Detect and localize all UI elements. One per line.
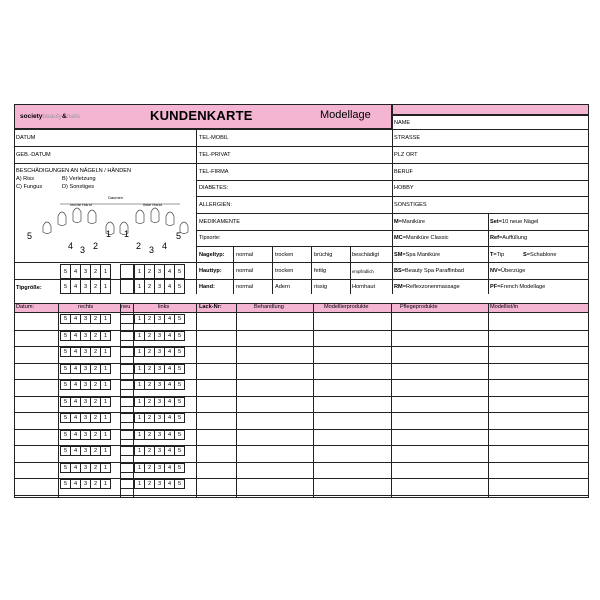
log-row-3-left-3[interactable]: 3 — [154, 347, 165, 357]
log-row-1-right-3[interactable]: 3 — [80, 314, 91, 324]
allergies-label: ALLERGIEN: — [199, 202, 232, 208]
log-row-10-left-4[interactable]: 4 — [164, 463, 175, 473]
tip-scale-b-left-5[interactable]: 5 — [174, 279, 185, 294]
log-polish-header: Lack-Nr: — [199, 304, 222, 310]
tel-company-label: TEL-FIRMA — [199, 169, 229, 175]
damage-d: D) Sonstiges — [62, 184, 95, 190]
log-row-8-right-3[interactable]: 3 — [80, 430, 91, 440]
log-row-1-right-1[interactable]: 1 — [100, 314, 111, 324]
log-new-header: neu — [121, 304, 131, 310]
tip-scale-b-left-3[interactable]: 3 — [154, 279, 165, 294]
log-row-5-new[interactable] — [120, 380, 134, 390]
log-row-5-left-2[interactable]: 2 — [144, 380, 155, 390]
log-treatment-header: Behandlung — [254, 304, 284, 310]
log-row-10-right-5[interactable]: 5 — [60, 463, 71, 473]
log-row-10-right-4[interactable]: 4 — [70, 463, 81, 473]
log-row-2-right-2[interactable]: 2 — [90, 331, 101, 341]
log-row-7-left-3[interactable]: 3 — [154, 413, 165, 423]
tip-size-label: Tipgröße: — [16, 285, 42, 291]
log-row-2-right-5[interactable]: 5 — [60, 331, 71, 341]
log-row-11-left-1[interactable]: 1 — [134, 479, 145, 489]
hand-number-r4: 4 — [68, 241, 74, 251]
log-row-4-right-1[interactable]: 1 — [100, 364, 111, 374]
tip-scale-b-right-2[interactable]: 2 — [90, 279, 101, 294]
log-row-11-right-1[interactable]: 1 — [100, 479, 111, 489]
log-row-6-left-2[interactable]: 2 — [144, 397, 155, 407]
log-row-1-new[interactable] — [120, 314, 134, 324]
tip-scale-b-new[interactable] — [120, 279, 134, 294]
log-row-11-new[interactable] — [120, 479, 134, 489]
log-row-5-right-2[interactable]: 2 — [90, 380, 101, 390]
log-row-6-left-4[interactable]: 4 — [164, 397, 175, 407]
log-row-1-left-3[interactable]: 3 — [154, 314, 165, 324]
hand-number-r2: 2 — [93, 241, 99, 251]
legend-pf: PF=French Modellage — [490, 284, 546, 290]
finger-l4 — [166, 212, 174, 226]
finger-r2 — [88, 210, 96, 224]
log-row-1-left-2[interactable]: 2 — [144, 314, 155, 324]
tip-scale-b-left-2[interactable]: 2 — [144, 279, 155, 294]
log-row-8-right-5[interactable]: 5 — [60, 430, 71, 440]
log-row-3-right-3[interactable]: 3 — [80, 347, 91, 357]
finger-l5 — [180, 222, 188, 234]
log-row-9-right-5[interactable]: 5 — [60, 446, 71, 456]
log-row-6-right-2[interactable]: 2 — [90, 397, 101, 407]
damage-c: C) Fungus — [16, 184, 43, 190]
log-row-8-left-5[interactable]: 5 — [174, 430, 185, 440]
tip-scale-a-left-5[interactable]: 5 — [174, 264, 185, 279]
legend-mc: MC=Maniküre Classic — [394, 235, 449, 241]
log-row-9-left-2[interactable]: 2 — [144, 446, 155, 456]
log-row-10-right-1[interactable]: 1 — [100, 463, 111, 473]
log-row-7-left-5[interactable]: 5 — [174, 413, 185, 423]
hand-number-r3: 3 — [80, 245, 86, 255]
log-row-3-left-5[interactable]: 5 — [174, 347, 185, 357]
nail-type-label: Nageltyp: — [199, 252, 225, 258]
log-row-3-left-2[interactable]: 2 — [144, 347, 155, 357]
legend-s: S=Schablone — [523, 252, 557, 258]
log-row-7-left-2[interactable]: 2 — [144, 413, 155, 423]
hand-number-r5: 5 — [27, 231, 33, 241]
log-row-3-left-4[interactable]: 4 — [164, 347, 175, 357]
log-row-1-right-5[interactable]: 5 — [60, 314, 71, 324]
log-row-8-right-1[interactable]: 1 — [100, 430, 111, 440]
log-row-4-left-5[interactable]: 5 — [174, 364, 185, 374]
log-stylist-header: Modellist/in — [490, 304, 518, 310]
log-row-11-left-3[interactable]: 3 — [154, 479, 165, 489]
misc-label: SONSTIGES — [394, 202, 427, 208]
log-row-2-left-5[interactable]: 5 — [174, 331, 185, 341]
tel-mobile-label: TEL-MOBIL — [199, 135, 229, 141]
log-row-6-right-4[interactable]: 4 — [70, 397, 81, 407]
hand-cracked: rissig — [314, 284, 328, 290]
log-row-5-right-3[interactable]: 3 — [80, 380, 91, 390]
hand-label: Hand: — [199, 284, 215, 290]
damage-title: BESCHÄDIGUNGEN AN NÄGELN / HÄNDEN — [16, 168, 132, 174]
log-row-3-left-1[interactable]: 1 — [134, 347, 145, 357]
card-subtitle: Modellage — [320, 109, 371, 121]
log-row-5-right-5[interactable]: 5 — [60, 380, 71, 390]
log-row-9-right-4[interactable]: 4 — [70, 446, 81, 456]
log-row-8-new[interactable] — [120, 430, 134, 440]
log-row-2-right-4[interactable]: 4 — [70, 331, 81, 341]
log-care-header: Pflegeprodukte — [400, 304, 438, 310]
log-left-header: links — [158, 304, 170, 310]
log-row-3-right-1[interactable]: 1 — [100, 347, 111, 357]
log-row-4-right-3[interactable]: 3 — [80, 364, 91, 374]
legend-nv: NV=Überzüge — [490, 268, 526, 274]
log-row-11-right-4[interactable]: 4 — [70, 479, 81, 489]
finger-r4 — [58, 212, 66, 226]
finger-r5 — [43, 222, 51, 234]
header-band-right — [392, 104, 589, 115]
log-row-5-right-1[interactable]: 1 — [100, 380, 111, 390]
log-row-1-left-4[interactable]: 4 — [164, 314, 175, 324]
log-row-5-left-1[interactable]: 1 — [134, 380, 145, 390]
tip-scale-b-left-4[interactable]: 4 — [164, 279, 175, 294]
log-row-11-right-2[interactable]: 2 — [90, 479, 101, 489]
log-row-5-left-3[interactable]: 3 — [154, 380, 165, 390]
log-row-2-left-4[interactable]: 4 — [164, 331, 175, 341]
log-row-9-left-3[interactable]: 3 — [154, 446, 165, 456]
log-row-9-new[interactable] — [120, 446, 134, 456]
log-row-9-right-1[interactable]: 1 — [100, 446, 111, 456]
birthdate-label: GEB.-DATUM — [16, 152, 51, 158]
nail-dry: trocken — [275, 252, 294, 258]
tip-scale-a-new[interactable] — [120, 264, 134, 279]
log-row-11-left-2[interactable]: 2 — [144, 479, 155, 489]
log-row-10-left-5[interactable]: 5 — [174, 463, 185, 473]
skin-oily: fettig — [314, 268, 327, 274]
nail-damaged: beschädigt — [352, 252, 380, 258]
legend-m: M=Maniküre — [394, 219, 425, 225]
log-row-4-right-4[interactable]: 4 — [70, 364, 81, 374]
log-row-1-right-4[interactable]: 4 — [70, 314, 81, 324]
tip-scale-a-left-1[interactable]: 1 — [134, 264, 145, 279]
log-row-10-new[interactable] — [120, 463, 134, 473]
log-row-2-left-3[interactable]: 3 — [154, 331, 165, 341]
tip-scale-a-right-5[interactable]: 5 — [60, 264, 71, 279]
log-row-11-right-5[interactable]: 5 — [60, 479, 71, 489]
log-row-6-right-3[interactable]: 3 — [80, 397, 91, 407]
log-right-header: rechts — [78, 304, 94, 310]
tip-scale-a-right-1[interactable]: 1 — [100, 264, 111, 279]
log-row-10-right-2[interactable]: 2 — [90, 463, 101, 473]
log-row-2-left-2[interactable]: 2 — [144, 331, 155, 341]
log-row-10-left-1[interactable]: 1 — [134, 463, 145, 473]
tel-private-label: TEL-PRIVAT — [199, 152, 231, 158]
log-row-8-left-1[interactable]: 1 — [134, 430, 145, 440]
log-row-5-left-4[interactable]: 4 — [164, 380, 175, 390]
log-row-1-right-2[interactable]: 2 — [90, 314, 101, 324]
log-row-7-right-5[interactable]: 5 — [60, 413, 71, 423]
card-title: KUNDENKARTE — [150, 108, 253, 123]
log-row-9-left-4[interactable]: 4 — [164, 446, 175, 456]
finger-l2 — [136, 210, 144, 224]
hand-normal: normal — [236, 284, 254, 290]
hand-callus: Hornhaut — [352, 284, 376, 290]
log-row-2-left-1[interactable]: 1 — [134, 331, 145, 341]
hand-number-r1: 1 — [106, 229, 112, 239]
hand-number-l4: 4 — [162, 241, 168, 251]
datum-label: DATUM — [16, 135, 36, 141]
log-row-8-right-2[interactable]: 2 — [90, 430, 101, 440]
hobby-label: HOBBY — [394, 185, 414, 191]
log-row-3-new[interactable] — [120, 347, 134, 357]
tip-scale-b-right-5[interactable]: 5 — [60, 279, 71, 294]
left-hand-label: linke Hand — [143, 202, 162, 207]
tip-type-label: Tipsorte: — [199, 235, 221, 241]
log-modelling-header: Modellierprodukte — [324, 304, 369, 310]
log-row-9-right-2[interactable]: 2 — [90, 446, 101, 456]
legend-set: Set=10 neue Nägel — [490, 219, 539, 225]
street-label: STRASSE — [394, 135, 421, 141]
skin-type-label: Hauttyp: — [199, 268, 222, 274]
legend-sm: SM=Spa Maniküre — [394, 252, 441, 258]
log-row-8-left-3[interactable]: 3 — [154, 430, 165, 440]
damage-a: A) Riss — [16, 176, 35, 182]
log-row-2-right-3[interactable]: 3 — [80, 331, 91, 341]
log-date-header: Datum: — [16, 304, 35, 310]
log-row-11-left-4[interactable]: 4 — [164, 479, 175, 489]
log-row-6-left-5[interactable]: 5 — [174, 397, 185, 407]
log-row-5-left-5[interactable]: 5 — [174, 380, 185, 390]
log-row-4-right-5[interactable]: 5 — [60, 364, 71, 374]
log-row-8-left-4[interactable]: 4 — [164, 430, 175, 440]
log-row-5-right-4[interactable]: 4 — [70, 380, 81, 390]
log-row-6-new[interactable] — [120, 397, 134, 407]
log-row-7-right-4[interactable]: 4 — [70, 413, 81, 423]
log-row-4-left-2[interactable]: 2 — [144, 364, 155, 374]
nail-normal: normal — [236, 252, 254, 258]
log-row-7-right-3[interactable]: 3 — [80, 413, 91, 423]
log-row-1-left-1[interactable]: 1 — [134, 314, 145, 324]
log-row-4-new[interactable] — [120, 364, 134, 374]
medication-label: MEDIKAMENTE — [199, 219, 241, 225]
legend-ref: Ref=Auffüllung — [490, 235, 528, 241]
legend-bs: BS=Beauty Spa Paraffinbad — [394, 268, 465, 274]
log-row-6-right-5[interactable]: 5 — [60, 397, 71, 407]
log-row-3-right-2[interactable]: 2 — [90, 347, 101, 357]
tip-scale-b-left-1[interactable]: 1 — [134, 279, 145, 294]
log-row-8-left-2[interactable]: 2 — [144, 430, 155, 440]
name-label: NAME — [394, 120, 411, 126]
city-label: PLZ ORT — [394, 152, 418, 158]
log-row-2-right-1[interactable]: 1 — [100, 331, 111, 341]
brand-logo: societybeauty&nails — [20, 113, 81, 120]
hand-number-l3: 3 — [149, 245, 155, 255]
legend-t: T=Tip — [490, 252, 505, 258]
log-row-10-right-3[interactable]: 3 — [80, 463, 91, 473]
log-row-7-right-2[interactable]: 2 — [90, 413, 101, 423]
log-row-4-left-4[interactable]: 4 — [164, 364, 175, 374]
right-hand-label: rechte Hand — [70, 202, 92, 207]
finger-l3 — [151, 208, 159, 223]
log-row-3-right-4[interactable]: 4 — [70, 347, 81, 357]
log-row-2-new[interactable] — [120, 331, 134, 341]
log-row-7-left-1[interactable]: 1 — [134, 413, 145, 423]
skin-dry: trocken — [275, 268, 294, 274]
log-row-7-right-1[interactable]: 1 — [100, 413, 111, 423]
hand-number-l2: 2 — [136, 241, 142, 251]
log-row-11-left-5[interactable]: 5 — [174, 479, 185, 489]
hand-number-l5: 5 — [176, 231, 182, 241]
tip-scale-a-left-3[interactable]: 3 — [154, 264, 165, 279]
log-row-6-left-3[interactable]: 3 — [154, 397, 165, 407]
tip-scale-b-right-3[interactable]: 3 — [80, 279, 91, 294]
skin-sensitive: empfindlich — [352, 269, 374, 274]
legend-rm: RM=Reflexzonenmassage — [394, 284, 460, 290]
tip-scale-a-left-4[interactable]: 4 — [164, 264, 175, 279]
tip-scale-a-right-3[interactable]: 3 — [80, 264, 91, 279]
log-row-9-left-5[interactable]: 5 — [174, 446, 185, 456]
tip-scale-b-right-4[interactable]: 4 — [70, 279, 81, 294]
finger-r3 — [73, 208, 81, 223]
log-row-7-left-4[interactable]: 4 — [164, 413, 175, 423]
log-row-1-left-5[interactable]: 5 — [174, 314, 185, 324]
tip-scale-a-left-2[interactable]: 2 — [144, 264, 155, 279]
log-row-3-right-5[interactable]: 5 — [60, 347, 71, 357]
log-row-7-new[interactable] — [120, 413, 134, 423]
log-row-4-right-2[interactable]: 2 — [90, 364, 101, 374]
diabetes-label: DIABETES: — [199, 185, 229, 191]
log-row-4-left-3[interactable]: 3 — [154, 364, 165, 374]
thumb-label: Daumen — [108, 195, 124, 200]
log-row-11-right-3[interactable]: 3 — [80, 479, 91, 489]
tip-scale-b-right-1[interactable]: 1 — [100, 279, 111, 294]
log-row-8-right-4[interactable]: 4 — [70, 430, 81, 440]
tip-scale-a-right-4[interactable]: 4 — [70, 264, 81, 279]
hand-number-l1: 1 — [124, 229, 130, 239]
log-row-4-left-1[interactable]: 1 — [134, 364, 145, 374]
job-label: BERUF — [394, 169, 413, 175]
log-row-6-left-1[interactable]: 1 — [134, 397, 145, 407]
log-row-9-right-3[interactable]: 3 — [80, 446, 91, 456]
hand-veins: Adern — [275, 284, 290, 290]
log-row-9-left-1[interactable]: 1 — [134, 446, 145, 456]
tip-scale-a-right-2[interactable]: 2 — [90, 264, 101, 279]
damage-b: B) Verletzung — [62, 176, 96, 182]
log-row-10-left-3[interactable]: 3 — [154, 463, 165, 473]
skin-normal: normal — [236, 268, 254, 274]
log-row-10-left-2[interactable]: 2 — [144, 463, 155, 473]
nail-brittle: brüchig — [314, 252, 333, 258]
log-row-6-right-1[interactable]: 1 — [100, 397, 111, 407]
